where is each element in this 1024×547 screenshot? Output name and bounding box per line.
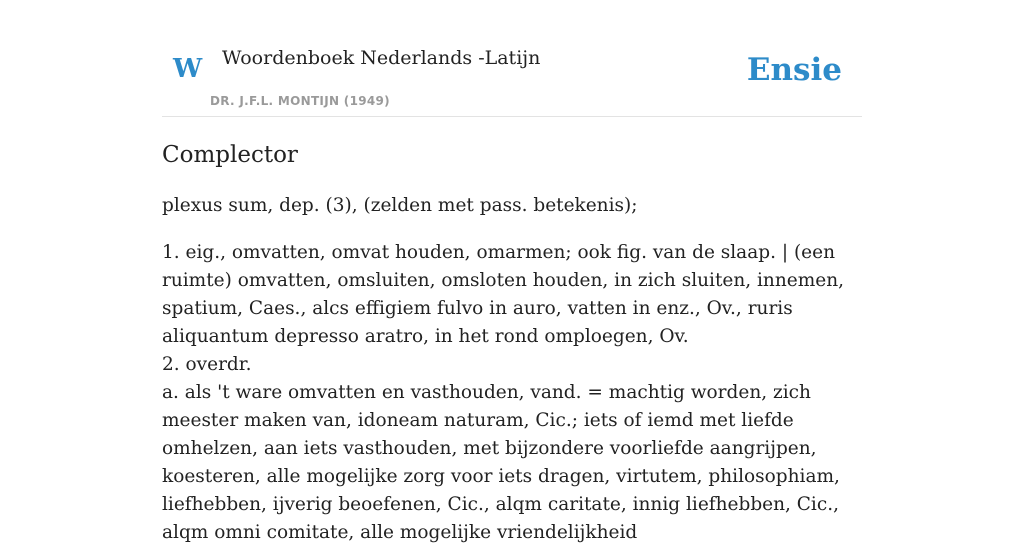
entry-sense-2a: a. als 't ware omvatten en vasthouden, vand. = machtig worden, zich meester maken van, idoneam naturam, Cic.; iets of iemd met liefde omhelzen, aan iets vasthouden, met bijzondere voorliefde aangrijpen, koesteren, alle mogelijke zorg voor iets dragen, virtutem, philosophiam, liefhebben, ijverig beoefenen, Cic., alqm caritate, innig liefhebben, Cic., alqm omni comitate, alle mogelijke vriendelijkheid [162, 382, 840, 543]
dictionary-logo-icon[interactable]: W [173, 54, 203, 84]
entry-sense-1: 1. eig., omvatten, omvat houden, omarmen; ook fig. van de slaap. | (een ruimte) omvatten, omsluiten, omsloten houden, in zich sluiten, innemen, spatium, Caes., alcs effigiem fulvo in auro, vatten in enz., Ov., ruris aliquantum depresso aratro, in het rond omploegen, Ov. [162, 242, 844, 347]
dictionary-author: DR. J.F.L. MONTIJN (1949) [210, 94, 390, 108]
entry-sense-2: 2. overdr. [162, 354, 252, 375]
dictionary-header [162, 0, 862, 117]
entry-content [162, 192, 867, 547]
entry-headword: Complector [162, 142, 298, 168]
entry-grammar: plexus sum, dep. (3), (zelden met pass. betekenis); [162, 195, 638, 216]
dictionary-title[interactable]: Woordenboek Nederlands -Latijn [222, 47, 541, 69]
ensie-logo[interactable]: Ensie [746, 52, 842, 88]
